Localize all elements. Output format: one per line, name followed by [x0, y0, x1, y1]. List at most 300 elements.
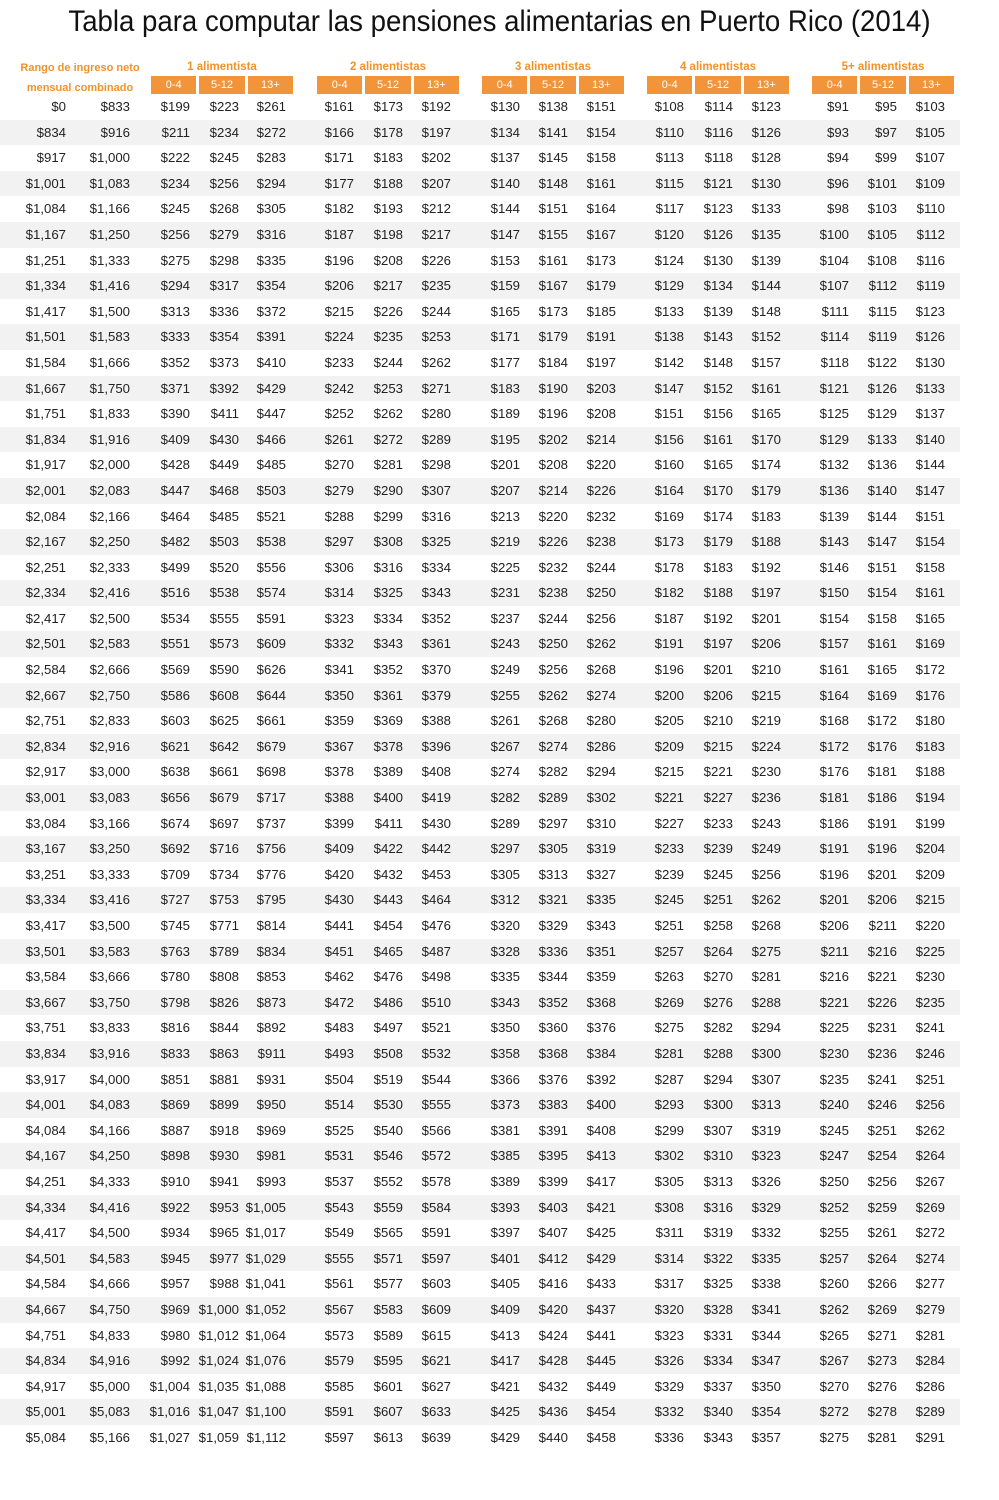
pension-cell: $207 — [490, 482, 520, 498]
pension-cell: $328 — [703, 1301, 733, 1317]
pension-cell: $674 — [160, 815, 190, 831]
pension-cell: $347 — [751, 1353, 781, 1369]
pension-cell: $169 — [867, 687, 897, 703]
pension-cell: $378 — [373, 738, 403, 754]
pension-cell: $354 — [751, 1404, 781, 1420]
pension-cell: $116 — [916, 252, 945, 268]
pension-cell: $154 — [586, 124, 616, 140]
pension-cell: $323 — [751, 1148, 781, 1164]
pension-cell: $250 — [538, 636, 568, 652]
pension-cell: $298 — [209, 252, 239, 268]
pension-cell: $177 — [324, 175, 354, 191]
pension-cell: $183 — [703, 559, 733, 575]
pension-cell: $430 — [209, 431, 239, 447]
table-row — [0, 120, 960, 146]
pension-cell: $613 — [373, 1429, 403, 1445]
pension-cell: $555 — [421, 1097, 451, 1113]
pension-cell: $164 — [819, 687, 849, 703]
income-cell: $2,834 — [25, 738, 66, 754]
pension-cell: $278 — [867, 1404, 897, 1420]
income-cell: $3,334 — [25, 892, 66, 908]
pension-cell: $244 — [373, 354, 403, 370]
pension-cell: $167 — [586, 226, 616, 242]
pension-cell: $146 — [819, 559, 849, 575]
table-row — [0, 939, 960, 965]
pension-cell: $326 — [654, 1353, 684, 1369]
pension-cell: $282 — [490, 790, 520, 806]
pension-cell: $534 — [160, 610, 190, 626]
pension-cell: $421 — [490, 1378, 520, 1394]
income-cell: $3,084 — [25, 815, 66, 831]
pension-cell: $121 — [819, 380, 849, 396]
pension-cell: $107 — [915, 150, 945, 166]
pension-cell: $314 — [654, 1250, 684, 1266]
pension-cell: $325 — [703, 1276, 733, 1292]
pension-cell: $898 — [160, 1148, 190, 1164]
pension-cell: $537 — [324, 1173, 354, 1189]
income-cell: $916 — [100, 124, 130, 140]
pension-cell: $208 — [373, 252, 403, 268]
pension-cell: $454 — [586, 1404, 616, 1420]
income-cell: $5,000 — [89, 1378, 130, 1394]
pension-cell: $103 — [867, 201, 897, 217]
pension-cell: $255 — [819, 1225, 849, 1241]
pension-cell: $210 — [751, 662, 781, 678]
pension-cell: $313 — [538, 866, 568, 882]
pension-cell: $993 — [256, 1173, 286, 1189]
pension-cell: $275 — [654, 1020, 684, 1036]
pension-cell: $133 — [915, 380, 945, 396]
pension-cell: $310 — [703, 1148, 733, 1164]
pension-cell: $368 — [538, 1045, 568, 1061]
pension-cell: $215 — [751, 687, 781, 703]
income-cell: $1,583 — [89, 329, 130, 345]
pension-cell: $101 — [867, 175, 897, 191]
pension-cell: $294 — [586, 764, 616, 780]
pension-cell: $151 — [586, 99, 616, 114]
pension-cell: $354 — [256, 278, 286, 294]
pension-cell: $863 — [209, 1045, 239, 1061]
pension-cell: $316 — [421, 508, 451, 524]
pension-cell: $251 — [915, 1071, 945, 1087]
pension-cell: $289 — [421, 431, 451, 447]
pension-cell: $234 — [209, 124, 239, 140]
pension-cell: $99 — [874, 150, 897, 166]
table-row — [0, 606, 960, 632]
pension-cell: $411 — [374, 815, 403, 831]
pension-cell: $300 — [703, 1097, 733, 1113]
table-row — [0, 734, 960, 760]
pension-cell: $294 — [703, 1071, 733, 1087]
pension-cell: $1,016 — [149, 1404, 190, 1420]
pension-cell: $151 — [915, 508, 945, 524]
pension-cell: $449 — [209, 457, 239, 473]
pension-cell: $320 — [654, 1301, 684, 1317]
pension-cell: $192 — [703, 610, 733, 626]
pension-cell: $388 — [421, 713, 451, 729]
pension-cell: $776 — [256, 866, 286, 882]
pension-cell: $287 — [654, 1071, 684, 1087]
pension-cell: $148 — [538, 175, 568, 191]
page-title: Tabla para computar las pensiones alimentarias en Puerto Rico (2014) — [68, 5, 931, 38]
income-cell: $1,916 — [89, 431, 130, 447]
age-header-bar — [647, 76, 789, 94]
pension-cell: $219 — [490, 534, 520, 550]
pension-cell: $476 — [421, 918, 451, 933]
pension-cell: $191 — [819, 841, 849, 857]
pension-cell: $200 — [654, 687, 684, 703]
pension-cell: $144 — [751, 278, 781, 294]
pension-cell: $173 — [654, 534, 684, 550]
pension-cell: $493 — [324, 1045, 354, 1061]
pension-cell: $129 — [819, 431, 849, 447]
pension-cell: $399 — [538, 1173, 568, 1189]
pension-cell: $371 — [160, 380, 190, 396]
pension-cell: $180 — [915, 713, 945, 729]
income-cell: $4,167 — [25, 1148, 66, 1164]
pension-cell: $316 — [373, 559, 403, 575]
pension-cell: $307 — [421, 482, 451, 498]
pension-cell: $601 — [373, 1378, 403, 1394]
income-cell: $4,333 — [89, 1173, 130, 1189]
pension-cell: $530 — [373, 1097, 403, 1113]
pension-cell: $262 — [819, 1301, 849, 1317]
pension-cell: $196 — [538, 406, 568, 422]
pension-cell: $215 — [654, 764, 684, 780]
pension-cell: $420 — [538, 1301, 568, 1317]
pension-cell: $235 — [373, 329, 403, 345]
pension-cell: $311 — [655, 1225, 684, 1241]
pension-cell: $466 — [256, 431, 286, 447]
pension-cell: $430 — [324, 892, 354, 908]
pension-cell: $325 — [421, 534, 451, 550]
table-row — [0, 887, 960, 913]
pension-cell: $94 — [826, 150, 849, 166]
income-cell: $3,583 — [89, 943, 130, 959]
age-header: 5-12 — [365, 76, 410, 94]
income-cell: $4,834 — [25, 1353, 66, 1369]
income-cell: $1,251 — [25, 252, 66, 268]
pension-cell: $969 — [160, 1301, 190, 1317]
pension-cell: $151 — [654, 406, 684, 422]
pension-cell: $158 — [586, 150, 616, 166]
pension-cell: $393 — [490, 1199, 520, 1215]
pension-cell: $372 — [256, 303, 286, 319]
table-row — [0, 1323, 960, 1349]
pension-cell: $178 — [373, 124, 403, 140]
pension-cell: $144 — [915, 457, 945, 473]
pension-cell: $166 — [324, 124, 354, 140]
pension-cell: $432 — [538, 1378, 568, 1394]
table-row — [0, 1169, 960, 1195]
table-row — [0, 708, 960, 734]
table-row — [0, 478, 960, 504]
pension-cell: $255 — [490, 687, 520, 703]
pension-cell: $136 — [819, 482, 849, 498]
pension-cell: $286 — [915, 1378, 945, 1394]
pension-cell: $305 — [490, 866, 520, 882]
income-cell: $1,000 — [89, 150, 130, 166]
income-cell: $0 — [51, 99, 66, 114]
pension-cell: $186 — [867, 790, 897, 806]
pension-cell: $174 — [751, 457, 781, 473]
pension-cell: $464 — [160, 508, 190, 524]
pension-cell: $697 — [209, 815, 239, 831]
pension-cell: $572 — [421, 1148, 451, 1164]
age-header: 0-4 — [812, 76, 857, 94]
pension-cell: $126 — [751, 124, 781, 140]
pension-cell: $591 — [256, 610, 286, 626]
pension-cell: $196 — [819, 866, 849, 882]
pension-cell: $173 — [373, 99, 403, 114]
pension-cell: $433 — [586, 1276, 616, 1292]
pension-cell: $122 — [867, 354, 897, 370]
income-cell: $2,750 — [89, 687, 130, 703]
pension-cell: $156 — [654, 431, 684, 447]
pension-cell: $361 — [373, 687, 403, 703]
pension-cell: $212 — [421, 201, 451, 217]
pension-cell: $385 — [490, 1148, 520, 1164]
pension-cell: $224 — [751, 738, 781, 754]
pension-cell: $579 — [324, 1353, 354, 1369]
pension-cell: $291 — [915, 1429, 945, 1445]
pension-cell: $242 — [324, 380, 354, 396]
pension-cell: $275 — [819, 1429, 849, 1445]
pension-cell: $326 — [751, 1173, 781, 1189]
pension-cell: $174 — [703, 508, 733, 524]
pension-cell: $400 — [373, 790, 403, 806]
pension-cell: $268 — [586, 662, 616, 678]
table-row — [0, 1425, 960, 1451]
pension-cell: $679 — [209, 790, 239, 806]
income-cell: $3,750 — [89, 994, 130, 1010]
income-cell: $3,333 — [89, 866, 130, 882]
pension-cell: $189 — [490, 406, 520, 422]
pension-cell: $281 — [751, 969, 781, 985]
pension-cell: $379 — [421, 687, 451, 703]
pension-cell: $503 — [256, 482, 286, 498]
pension-cell: $607 — [373, 1404, 403, 1420]
pension-cell: $213 — [490, 508, 520, 524]
pension-cell: $538 — [209, 585, 239, 601]
income-cell: $3,917 — [25, 1071, 66, 1087]
pension-cell: $335 — [586, 892, 616, 908]
pension-cell: $112 — [868, 278, 897, 294]
table-row — [0, 504, 960, 530]
pension-cell: $297 — [538, 815, 568, 831]
group-title: 5+ alimentistas — [841, 61, 925, 73]
table-row — [0, 1399, 960, 1425]
income-cell: $834 — [36, 124, 66, 140]
pension-cell: $1,052 — [245, 1301, 286, 1317]
pension-cell: $656 — [160, 790, 190, 806]
income-cell: $2,584 — [25, 662, 66, 678]
income-cell: $2,333 — [89, 559, 130, 575]
pension-cell: $320 — [490, 918, 520, 933]
pension-cell: $504 — [324, 1071, 354, 1087]
pension-cell: $196 — [867, 841, 897, 857]
income-cell: $3,501 — [25, 943, 66, 959]
pension-cell: $267 — [819, 1353, 849, 1369]
pension-cell: $789 — [209, 943, 239, 959]
income-cell: $1,333 — [89, 252, 130, 268]
pension-cell: $121 — [703, 175, 733, 191]
income-cell: $4,084 — [25, 1122, 66, 1138]
pension-cell: $179 — [703, 534, 733, 550]
group-title: 3 alimentistas — [514, 61, 592, 73]
pension-cell: $161 — [915, 585, 945, 601]
pension-cell: $317 — [654, 1276, 684, 1292]
pension-cell: $147 — [867, 534, 897, 550]
pension-cell: $245 — [160, 201, 190, 217]
pension-cell: $573 — [324, 1327, 354, 1343]
pension-cell: $590 — [209, 662, 239, 678]
pension-cell: $210 — [703, 713, 733, 729]
pension-cell: $263 — [654, 969, 684, 985]
table-row — [0, 1297, 960, 1323]
pension-cell: $370 — [421, 662, 451, 678]
pension-cell: $91 — [826, 99, 849, 114]
table-row — [0, 1092, 960, 1118]
pension-cell: $123 — [703, 201, 733, 217]
pension-cell: $609 — [421, 1301, 451, 1317]
pension-cell: $853 — [256, 969, 286, 985]
income-cell: $1,500 — [89, 303, 130, 319]
pension-cell: $887 — [160, 1122, 190, 1138]
pension-cell: $234 — [160, 175, 190, 191]
pension-cell: $453 — [421, 866, 451, 882]
pension-cell: $516 — [160, 585, 190, 601]
pension-cell: $116 — [704, 124, 733, 140]
pension-cell: $239 — [654, 866, 684, 882]
pension-cell: $161 — [819, 662, 849, 678]
pension-cell: $244 — [538, 610, 568, 626]
pension-cell: $351 — [586, 943, 616, 959]
pension-cell: $583 — [373, 1301, 403, 1317]
income-range-header-line1: Rango de ingreso neto — [20, 62, 140, 74]
pension-cell: $977 — [209, 1250, 239, 1266]
pension-cell: $1,059 — [198, 1429, 239, 1445]
pension-cell: $555 — [209, 610, 239, 626]
table-row — [0, 94, 960, 120]
pension-cell: $119 — [916, 278, 945, 294]
pension-cell: $233 — [703, 815, 733, 831]
pension-cell: $281 — [915, 1327, 945, 1343]
table-row — [0, 248, 960, 274]
pension-cell: $211 — [161, 124, 190, 140]
pension-cell: $816 — [160, 1020, 190, 1036]
pension-cell: $422 — [373, 841, 403, 857]
pension-cell: $323 — [324, 610, 354, 626]
income-cell: $3,666 — [89, 969, 130, 985]
pension-cell: $259 — [867, 1199, 897, 1215]
table-row — [0, 273, 960, 299]
income-cell: $2,251 — [25, 559, 66, 575]
pension-cell: $135 — [751, 226, 781, 242]
pension-cell: $552 — [373, 1173, 403, 1189]
pension-cell: $638 — [160, 764, 190, 780]
income-cell: $1,084 — [25, 201, 66, 217]
pension-cell: $123 — [915, 303, 945, 319]
pension-cell: $340 — [703, 1404, 733, 1420]
pension-cell: $396 — [421, 738, 451, 754]
pension-cell: $110 — [655, 124, 684, 140]
pension-cell: $243 — [751, 815, 781, 831]
pension-cell: $133 — [654, 303, 684, 319]
pension-cell: $160 — [654, 457, 684, 473]
age-header: 13+ — [414, 76, 459, 94]
table-row — [0, 299, 960, 325]
income-cell: $1,334 — [25, 278, 66, 294]
pension-cell: $256 — [586, 610, 616, 626]
pension-cell: $172 — [915, 662, 945, 678]
pension-cell: $206 — [867, 892, 897, 908]
table-row — [0, 555, 960, 581]
pension-cell: $661 — [256, 713, 286, 729]
pension-cell: $256 — [209, 175, 239, 191]
pension-cell: $403 — [538, 1199, 568, 1215]
pension-cell: $661 — [209, 764, 239, 780]
pension-cell: $323 — [654, 1327, 684, 1343]
pension-cell: $199 — [160, 99, 190, 114]
pension-cell: $267 — [490, 738, 520, 754]
pension-cell: $233 — [654, 841, 684, 857]
pension-cell: $366 — [490, 1071, 520, 1087]
income-cell: $1,250 — [89, 226, 130, 242]
pension-cell: $399 — [324, 815, 354, 831]
table-row — [0, 862, 960, 888]
income-cell: $2,334 — [25, 585, 66, 601]
pension-cell: $201 — [751, 610, 781, 626]
age-header-bar — [812, 76, 954, 94]
pension-cell: $206 — [324, 278, 354, 294]
pension-cell: $157 — [819, 636, 849, 652]
pension-cell: $115 — [655, 175, 684, 191]
group-title: 4 alimentistas — [679, 61, 757, 73]
pension-cell: $108 — [654, 99, 684, 114]
pension-cell: $257 — [654, 943, 684, 959]
pension-cell: $272 — [915, 1225, 945, 1241]
table-row — [0, 759, 960, 785]
income-cell: $5,001 — [25, 1404, 66, 1420]
pension-cell: $429 — [586, 1250, 616, 1266]
pension-cell: $525 — [324, 1122, 354, 1138]
pension-cell: $692 — [160, 841, 190, 857]
pension-cell: $753 — [209, 892, 239, 908]
pension-cell: $584 — [421, 1199, 451, 1215]
pension-cell: $184 — [538, 354, 568, 370]
pension-cell: $826 — [209, 994, 239, 1010]
pension-cell: $639 — [421, 1429, 451, 1445]
pension-cell: $317 — [209, 278, 239, 294]
income-cell: $3,000 — [89, 764, 130, 780]
table-row — [0, 171, 960, 197]
pension-cell: $350 — [324, 687, 354, 703]
pension-cell: $980 — [160, 1327, 190, 1343]
pension-cell: $332 — [324, 636, 354, 652]
pension-cell: $335 — [256, 252, 286, 268]
pension-cell: $430 — [421, 815, 451, 831]
pension-cell: $266 — [867, 1276, 897, 1292]
income-cell: $2,916 — [89, 738, 130, 754]
pension-cell: $343 — [421, 585, 451, 601]
pension-cell: $262 — [421, 354, 451, 370]
pension-cell: $289 — [538, 790, 568, 806]
pension-cell: $118 — [820, 354, 849, 370]
pension-cell: $869 — [160, 1097, 190, 1113]
pension-cell: $103 — [915, 99, 945, 114]
income-range-header — [6, 58, 154, 98]
